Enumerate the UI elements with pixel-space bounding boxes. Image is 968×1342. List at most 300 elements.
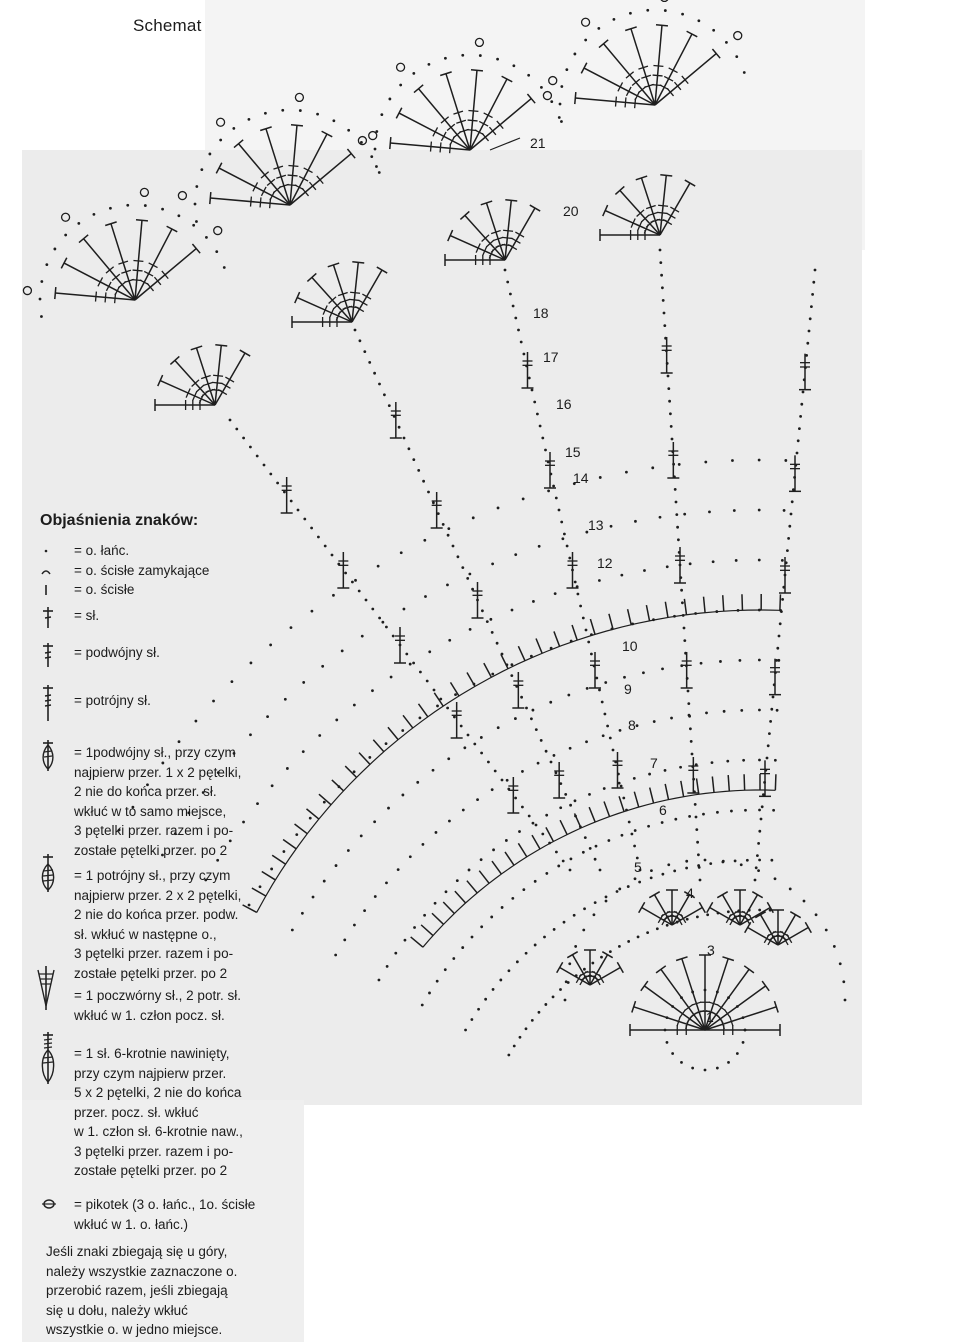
stitch — [532, 835, 540, 849]
chain-dot — [550, 647, 553, 650]
chain-dot — [432, 501, 435, 504]
chain-dot — [564, 793, 567, 796]
chain-dot — [510, 674, 513, 677]
chain-dot — [563, 533, 566, 536]
stitch-bar — [96, 292, 97, 302]
picot — [214, 227, 222, 235]
chain-dot — [695, 763, 698, 766]
chain-dot — [363, 350, 366, 353]
stitch — [655, 54, 716, 105]
stitch-bar — [288, 175, 298, 176]
chain-dot — [738, 659, 741, 662]
picot — [23, 287, 31, 295]
chain-dot — [282, 850, 285, 853]
chain-dot — [269, 644, 272, 647]
chain-dot — [663, 312, 666, 315]
chain-dot — [378, 979, 381, 982]
chain-dot — [447, 527, 450, 530]
chain-dot — [788, 525, 791, 528]
stitch-top — [762, 981, 769, 991]
chain-dot — [77, 222, 80, 225]
chain-dot — [539, 425, 542, 428]
stitch — [697, 778, 699, 794]
chain-dot — [620, 574, 623, 577]
chain-dot — [740, 709, 743, 712]
picot — [140, 188, 148, 196]
chain-dot — [480, 736, 483, 739]
chain-dot — [522, 888, 525, 891]
chain-dot — [514, 553, 517, 556]
stitch — [492, 861, 501, 874]
chain-dot — [758, 909, 761, 912]
chain-dot — [702, 813, 705, 816]
stitch-top — [790, 912, 800, 918]
chain-dot — [767, 744, 770, 747]
chain-dot — [761, 805, 764, 808]
stitch — [780, 594, 781, 610]
chain-dot — [499, 979, 502, 982]
chain-dot — [791, 500, 794, 503]
stitch-bar — [616, 97, 617, 107]
stitch — [682, 959, 705, 1030]
stitch-bar — [133, 270, 143, 271]
chain-dot — [378, 171, 381, 174]
chain-dot — [505, 839, 508, 842]
chain-dot — [531, 1019, 534, 1022]
dtr-icon — [40, 691, 74, 731]
chain-dot — [758, 659, 761, 662]
chain-dot — [404, 939, 407, 942]
chain-dot — [557, 865, 560, 868]
chain-dot — [271, 784, 274, 787]
chain-dot — [712, 29, 715, 32]
chain-dot — [648, 773, 651, 776]
stitch-bar — [653, 66, 663, 67]
chain-dot — [789, 888, 792, 891]
chain-dot — [518, 830, 521, 833]
chain-dot — [428, 650, 431, 653]
page-title: Schemat — [133, 16, 202, 35]
chain-dot — [610, 525, 613, 528]
chain-dot — [779, 622, 782, 625]
chain-dot — [375, 130, 378, 133]
chain-dot — [675, 501, 678, 504]
row-number: 14 — [573, 470, 589, 486]
chain-dot — [491, 631, 494, 634]
chain-dot — [517, 329, 520, 332]
stitch — [634, 792, 638, 807]
row-number: 4 — [686, 885, 694, 901]
stitch — [84, 239, 135, 300]
chain-dot — [509, 293, 512, 296]
stitch — [518, 843, 526, 857]
chain-dot — [263, 464, 266, 467]
chain-dot — [620, 785, 623, 788]
chain-dot — [405, 653, 408, 656]
chain-dot — [584, 39, 587, 42]
chain-dot — [525, 1027, 528, 1030]
chain-dot — [844, 999, 847, 1002]
chain-dot — [605, 900, 608, 903]
chain-dot — [563, 921, 566, 924]
chain-dot — [511, 609, 514, 612]
chain-dot — [839, 962, 842, 965]
chain-dot — [490, 916, 493, 919]
stitch-bar — [685, 1005, 693, 1011]
chain-dot — [746, 859, 749, 862]
stitch-top — [291, 125, 303, 126]
stitch-bar — [625, 97, 626, 107]
chain-dot — [534, 944, 537, 947]
chain-dot — [781, 598, 784, 601]
chain-dot — [532, 600, 535, 603]
legend-heading: Objaśnienia znaków: — [40, 512, 199, 529]
chain-dot — [709, 862, 712, 865]
chain-dot — [385, 881, 388, 884]
chain-dot — [452, 545, 455, 548]
chain-dot — [480, 752, 483, 755]
chain-dot — [550, 100, 553, 103]
chain-dot — [205, 236, 208, 239]
stitch — [744, 774, 745, 790]
chain-dot — [363, 909, 366, 912]
legend-item: = o. ścisłe — [40, 580, 134, 604]
stitch-bar — [212, 382, 222, 383]
chain-dot — [144, 204, 147, 207]
chain-dot — [555, 771, 558, 774]
legend-item: = pikotek (3 o. łańc., 1o. ścisłe wkłuć w 1. o. łańc.) — [40, 1195, 255, 1234]
stitch — [359, 753, 370, 765]
chain-dot — [565, 980, 568, 983]
chain-dot — [685, 867, 688, 870]
chain-dot — [259, 885, 262, 888]
chain-dot — [399, 84, 402, 87]
chain-dot — [448, 820, 451, 823]
chain-dot — [242, 437, 245, 440]
chain-dot — [699, 879, 702, 882]
chain-dot — [428, 63, 431, 66]
chain-dot — [264, 112, 267, 115]
chain-dot — [374, 148, 377, 151]
stitch — [665, 784, 668, 800]
chain-dot — [419, 716, 422, 719]
chain-dot — [457, 555, 460, 558]
chain-dot — [323, 880, 326, 883]
chain-dot — [604, 713, 607, 716]
stitch-top — [699, 902, 705, 912]
stitch-top — [215, 345, 227, 346]
chain-dot — [588, 793, 591, 796]
chain-dot — [497, 507, 500, 510]
chain-dot — [385, 742, 388, 745]
stitch-top — [660, 175, 672, 176]
chain-dot — [558, 509, 561, 512]
stitch-bar — [677, 916, 682, 925]
stitch-top — [575, 92, 576, 104]
chain-dot — [492, 848, 495, 851]
chain-dot — [371, 608, 374, 611]
chain-dot — [343, 938, 346, 941]
chain-dot — [394, 952, 397, 955]
chain-dot — [689, 727, 692, 730]
picot — [178, 192, 186, 200]
chain-dot — [514, 797, 517, 800]
chain-dot — [461, 54, 464, 57]
chain-dot — [758, 809, 761, 812]
chain-dot — [540, 86, 543, 89]
chain-dot — [593, 913, 596, 916]
chain-dot — [601, 701, 604, 704]
chain-dot — [347, 129, 350, 132]
chain-dot — [582, 851, 585, 854]
stitch — [646, 605, 649, 621]
chain-dot — [622, 797, 625, 800]
chain-dot — [373, 820, 376, 823]
stitch-top — [216, 163, 222, 174]
chain-dot — [774, 877, 777, 880]
chain-dot — [370, 155, 373, 158]
chain-dot — [506, 779, 509, 782]
stitch — [684, 599, 686, 615]
chain-dot — [686, 918, 689, 921]
chain-dot — [681, 601, 684, 604]
chain-dot — [802, 391, 805, 394]
stitch-bar — [350, 292, 360, 293]
chain-dot — [525, 707, 528, 710]
chain-dot — [633, 845, 636, 848]
chain-dot — [303, 518, 306, 521]
stitch — [644, 986, 705, 1030]
chain-dot — [695, 828, 698, 831]
chain-dot — [825, 929, 828, 932]
chain-dot — [797, 439, 800, 442]
chain-dot — [470, 1018, 473, 1021]
chain-dot — [299, 109, 302, 112]
chain-dot — [547, 489, 550, 492]
chain-dot — [661, 286, 664, 289]
stitch — [560, 820, 567, 834]
chain-dot — [424, 595, 427, 598]
chain-dot — [531, 389, 534, 392]
chain-dot — [697, 19, 700, 22]
chain-dot — [553, 754, 556, 757]
chain-dot — [683, 639, 686, 642]
stitch-bar — [663, 220, 672, 225]
chain-dot — [776, 709, 779, 712]
chain-dot — [286, 767, 289, 770]
chain-dot — [256, 802, 259, 805]
chain-dot — [598, 579, 601, 582]
stitch — [501, 654, 508, 668]
chain-dot — [742, 1041, 745, 1044]
chain-dot — [585, 740, 588, 743]
row-number: 18 — [533, 305, 549, 321]
chain-dot — [579, 605, 582, 608]
chain-dot — [781, 559, 784, 562]
chain-dot — [381, 621, 384, 624]
stitch-bar — [288, 166, 298, 167]
chain-dot — [758, 559, 761, 562]
chain-dot — [694, 612, 697, 615]
chain-dot — [501, 779, 504, 782]
chain-dot — [386, 965, 389, 968]
chain-dot — [525, 952, 528, 955]
chain-dot — [284, 698, 287, 701]
stitch — [589, 807, 595, 822]
stitch — [421, 925, 433, 936]
chain-dot — [338, 785, 341, 788]
chain-dot — [842, 980, 845, 983]
chain-dot — [374, 895, 377, 898]
chain-dot — [770, 708, 773, 711]
chain-dot — [464, 1029, 467, 1032]
chain-dot — [799, 415, 802, 418]
stitch-bar — [508, 245, 517, 250]
stitch — [704, 597, 706, 613]
stitch-bar — [133, 261, 143, 262]
chain-dot — [737, 609, 740, 612]
chain-dot — [680, 589, 683, 592]
chain-dot — [595, 677, 598, 680]
chain-dot — [734, 860, 737, 863]
stitch-top — [744, 966, 754, 973]
chain-dot — [317, 536, 320, 539]
chain-dot — [758, 509, 761, 512]
chain-dot — [266, 715, 269, 718]
chain-dot — [810, 305, 813, 308]
chain-dot — [368, 756, 371, 759]
chain-dot — [611, 627, 614, 630]
chain-dot — [806, 342, 809, 345]
chain-dot — [651, 466, 654, 469]
chain-dot — [530, 655, 533, 658]
chain-dot — [528, 815, 531, 818]
stitch-bar — [717, 1005, 725, 1011]
chain-dot — [208, 153, 211, 156]
chain-dot — [323, 801, 326, 804]
chain-dot — [727, 910, 730, 913]
legend-item: = sł. — [40, 606, 99, 636]
chain-dot — [589, 847, 592, 850]
chain-dot — [318, 734, 321, 737]
chain-dot — [625, 471, 628, 474]
chain-dot — [506, 281, 509, 284]
chain-dot — [413, 926, 416, 929]
chain-dot — [656, 927, 659, 930]
stitch-bar — [680, 1010, 686, 1018]
chain-dot — [681, 13, 684, 16]
chain-dot — [609, 737, 612, 740]
chain-dot — [324, 545, 327, 548]
tr-icon — [40, 643, 74, 675]
chain-dot — [674, 488, 677, 491]
stitch-bar — [515, 232, 524, 237]
chain-dot — [562, 860, 565, 863]
chain-dot — [716, 1067, 719, 1070]
chain-dot — [604, 681, 607, 684]
chain-dot — [758, 830, 761, 833]
chain-dot — [809, 317, 812, 320]
chain-dot — [316, 113, 319, 116]
chain-dot — [177, 214, 180, 217]
chain-dot — [419, 671, 422, 674]
chain-dot — [597, 27, 600, 30]
chain-dot — [397, 868, 400, 871]
chain-dot — [552, 995, 555, 998]
chain-dot — [358, 590, 361, 593]
chain-dot — [712, 560, 715, 563]
chain-dot — [545, 814, 548, 817]
chain-dot — [735, 559, 738, 562]
picot — [582, 18, 590, 26]
chain-dot — [555, 851, 558, 854]
chain-dot — [388, 98, 391, 101]
chain-dot — [774, 759, 777, 762]
chain-dot — [803, 900, 806, 903]
stitch-top — [502, 76, 513, 82]
chain-dot — [670, 717, 673, 720]
chain-dot — [558, 116, 561, 119]
chain-dot — [607, 839, 610, 842]
row-number: 10 — [622, 638, 638, 654]
chain-dot — [385, 626, 388, 629]
stitch — [705, 986, 766, 1030]
chain-dot — [321, 665, 324, 668]
chain-dot — [561, 537, 564, 540]
stitch-top — [557, 962, 563, 972]
stitch-top — [240, 350, 250, 356]
chain-dot — [467, 734, 470, 737]
chain-dot — [760, 818, 763, 821]
stitch — [705, 1007, 776, 1030]
chain-dot — [215, 250, 218, 253]
chain-dot — [700, 662, 703, 665]
picot-icon — [40, 1195, 74, 1219]
chain-dot — [642, 671, 645, 674]
stitch-bar — [260, 197, 261, 207]
chain-dot — [590, 653, 593, 656]
chain-dot — [691, 1067, 694, 1070]
chain-dot — [783, 509, 786, 512]
stitch — [239, 144, 290, 205]
chain-dot — [392, 635, 395, 638]
chain-dot — [534, 880, 537, 883]
chain-dot — [554, 592, 557, 595]
chain-dot — [679, 766, 682, 769]
chain-dot — [550, 761, 553, 764]
stitch-top — [752, 892, 762, 898]
stitch — [661, 969, 705, 1030]
chain-dot — [704, 1069, 707, 1072]
row-number: 13 — [588, 517, 604, 533]
chain-dot — [716, 811, 719, 814]
chain-dot — [638, 881, 641, 884]
chain-dot — [576, 585, 579, 588]
chain-dot — [697, 864, 700, 867]
chain-dot — [491, 788, 494, 791]
chain-dot — [476, 798, 479, 801]
stitch-bar — [670, 207, 679, 212]
stitch-top — [61, 258, 67, 269]
stitch — [628, 609, 632, 625]
chain-dot — [744, 809, 747, 812]
chain-dot — [667, 375, 670, 378]
chain-dot — [675, 513, 678, 516]
chain-dot — [671, 1052, 674, 1055]
chain-dot — [447, 757, 450, 760]
stitch-top — [805, 922, 811, 932]
chain-dot — [662, 299, 665, 302]
